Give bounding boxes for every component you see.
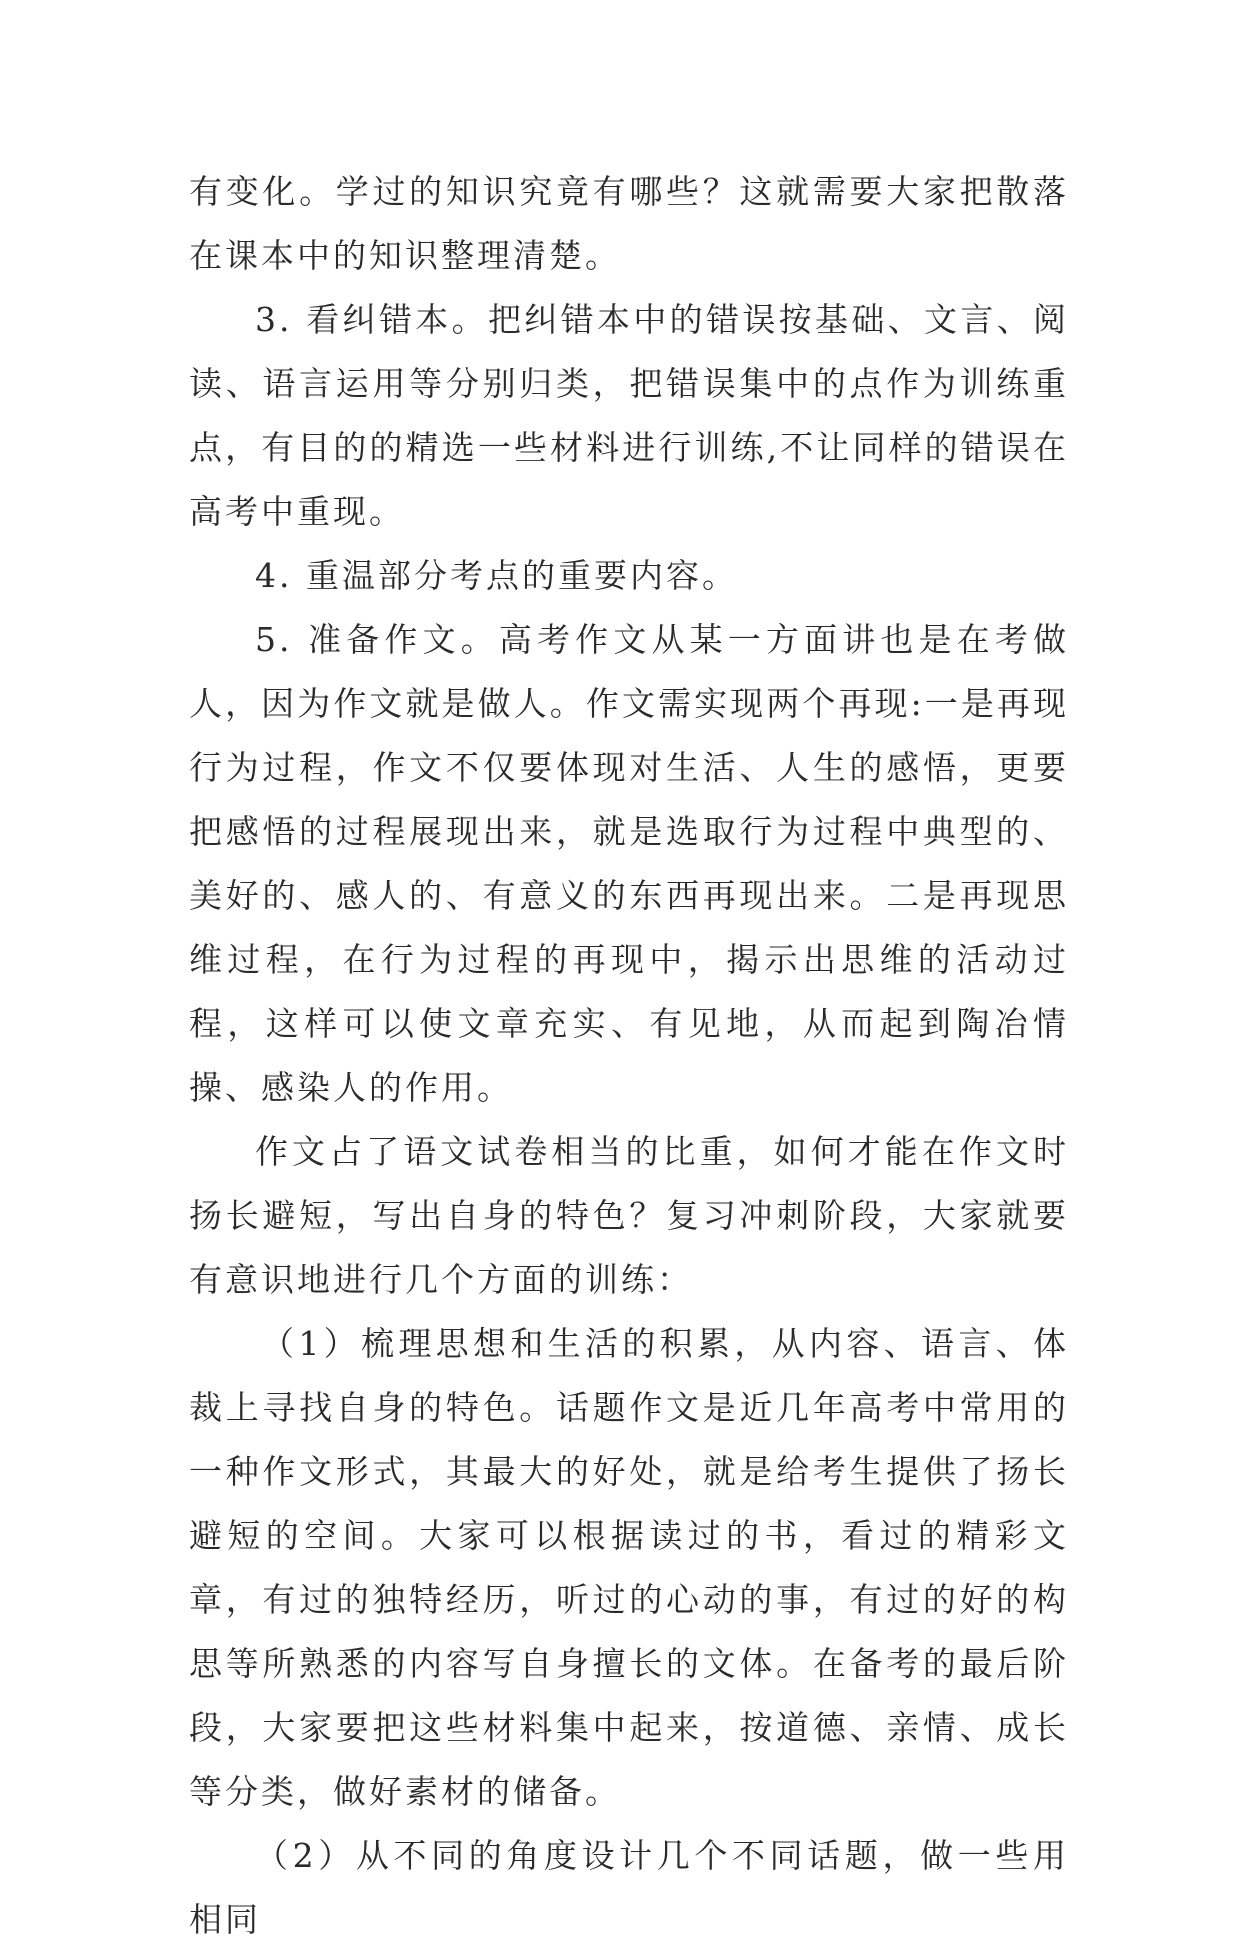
paragraph-item-3: 3. 看纠错本。把纠错本中的错误按基础、文言、阅读、语言运用等分别归类，把错误集中的点作为训练重点，有目的的精选一些材料进行训练,不让同样的错误在高考中重现。 [189,300,1069,531]
body-text [189,160,1069,1952]
paragraph-subitem-1: （1）梳理思想和生活的积累，从内容、语言、体裁上寻找自身的特色。话题作文是近几年高考中常用的一种作文形式，其最大的好处，就是给考生提供了扬长避短的空间。大家可以根据读过的书，看过的精彩文章，有过的独特经历，听过的心动的事，有过的好的构思等所熟悉的内容写自身擅长的文体。在备考的最后阶段，大家要把这些材料集中起来，按道德、亲情、成长等分类，做好素材的储备。 [189,1324,1069,1811]
paragraph-item-5: 5. 准备作文。高考作文从某一方面讲也是在考做人，因为作文就是做人。作文需实现两个再现:一是再现行为过程，作文不仅要体现对生活、人生的感悟，更要把感悟的过程展现出来，就是选取行为过程中典型的、美好的、感人的、有意义的东西再现出来。二是再现思维过程，在行为过程的再现中，揭示出思维的活动过程，这样可以使文章充实、有见地，从而起到陶冶情操、感染人的作用。 [189,620,1069,1107]
paragraph-item-4: 4. 重温部分考点的重要内容。 [255,556,738,595]
paragraph-continuation: 有变化。学过的知识究竟有哪些？这就需要大家把散落在课本中的知识整理清楚。 [189,172,1069,275]
paragraph-subitem-2: （2）从不同的角度设计几个不同话题，做一些用相同 [189,1836,1069,1939]
paragraph-composition-intro: 作文占了语文试卷相当的比重，如何才能在作文时扬长避短，写出自身的特色？复习冲刺阶段，大家就要有意识地进行几个方面的训练： [189,1132,1069,1299]
